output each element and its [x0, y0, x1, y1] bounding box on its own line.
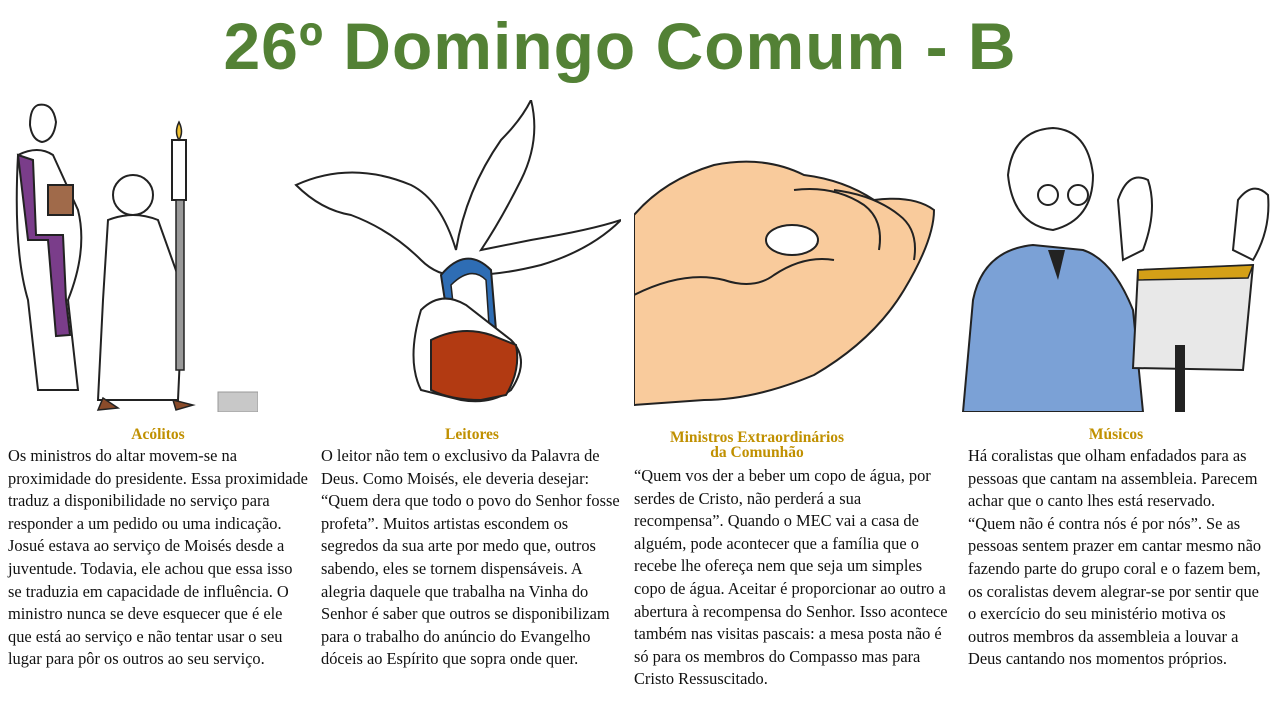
ministers-illustration — [634, 100, 942, 412]
musicians-illustration — [953, 100, 1278, 412]
choir-director-icon — [953, 100, 1278, 412]
column-leitores — [321, 100, 623, 720]
column-ministros — [634, 100, 954, 720]
column-musicos — [968, 100, 1268, 720]
readers-illustration — [291, 100, 621, 412]
acolytes-illustration — [8, 100, 258, 412]
heading-leitores: Leitores — [445, 426, 499, 443]
open-hands-icon — [634, 100, 942, 412]
heading-ministros-line1: Ministros Extraordinários — [669, 429, 845, 446]
column-acolitos — [8, 100, 308, 720]
page-title: 26º Domingo Comum - B — [223, 9, 1017, 83]
heading-musicos: Músicos — [1088, 426, 1144, 443]
dove-and-reader-icon — [291, 100, 621, 412]
text-musicos: Há coralistas que olham enfadados para as pessoas que cantam na assembleia. Parecem achar que o canto lhes está reservado. “Quem não é contra nós é por nós”. Se as pessoas sentem prazer em cantar mesmo não fazendo parte do grupo coral e o fazem bem, os coralistas devem alegrar-se por sentir que o exercício do seu ministério motiva os outros membros da assembleia a louvar a Deus cantando nos momentos próprios. — [968, 446, 1262, 669]
text-acolitos: Os ministros do altar movem-se na proximidade do presidente. Essa proximidade traduz a disponibilidade no serviço para responder a um pedido ou uma indicação. Josué estava ao serviço de Moisés desde a juventude. Todavia, ele achou que essa isso se traduzia em capacidade de influência. O ministro nunca se deve esquecer que é ele que está ao serviço e não tentar usar o seu lugar para pôr os outros ao seu serviço. — [8, 446, 308, 669]
text-leitores: O leitor não tem o exclusivo da Palavra de Deus. Como Moisés, ele deveria desejar: “Quem dera que todo o povo do Senhor fosse profeta”. Muitos artistas escondem os segredos da sua arte por medo que, outros sabendo, eles se tornem dispensáveis. A alegria daquele que trabalha na Vinha do Senhor é saber que outros se disponibilizam para o trabalho do anúncio do Evangelho dóceis ao Espírito que sopra onde quer. — [321, 446, 620, 669]
priest-and-server-icon — [8, 100, 258, 412]
heading-acolitos: Acólitos — [131, 426, 185, 443]
heading-ministros-line2: da Comunhão — [710, 444, 804, 461]
text-ministros: “Quem vos der a beber um copo de água, por serdes de Cristo, não perderá a sua recompensa”. Quando o MEC vai a casa de alguém, pode acontecer que a família que o recebe lhe ofereça nem que seja um simples copo de água. Aceitar é proporcionar ao outro a abertura à recompensa do Senhor. Isso acontece também nas visitas pascais: a mesa posta não é só para os membros do Compasso mas para Cristo Ressuscitado. — [634, 466, 948, 689]
